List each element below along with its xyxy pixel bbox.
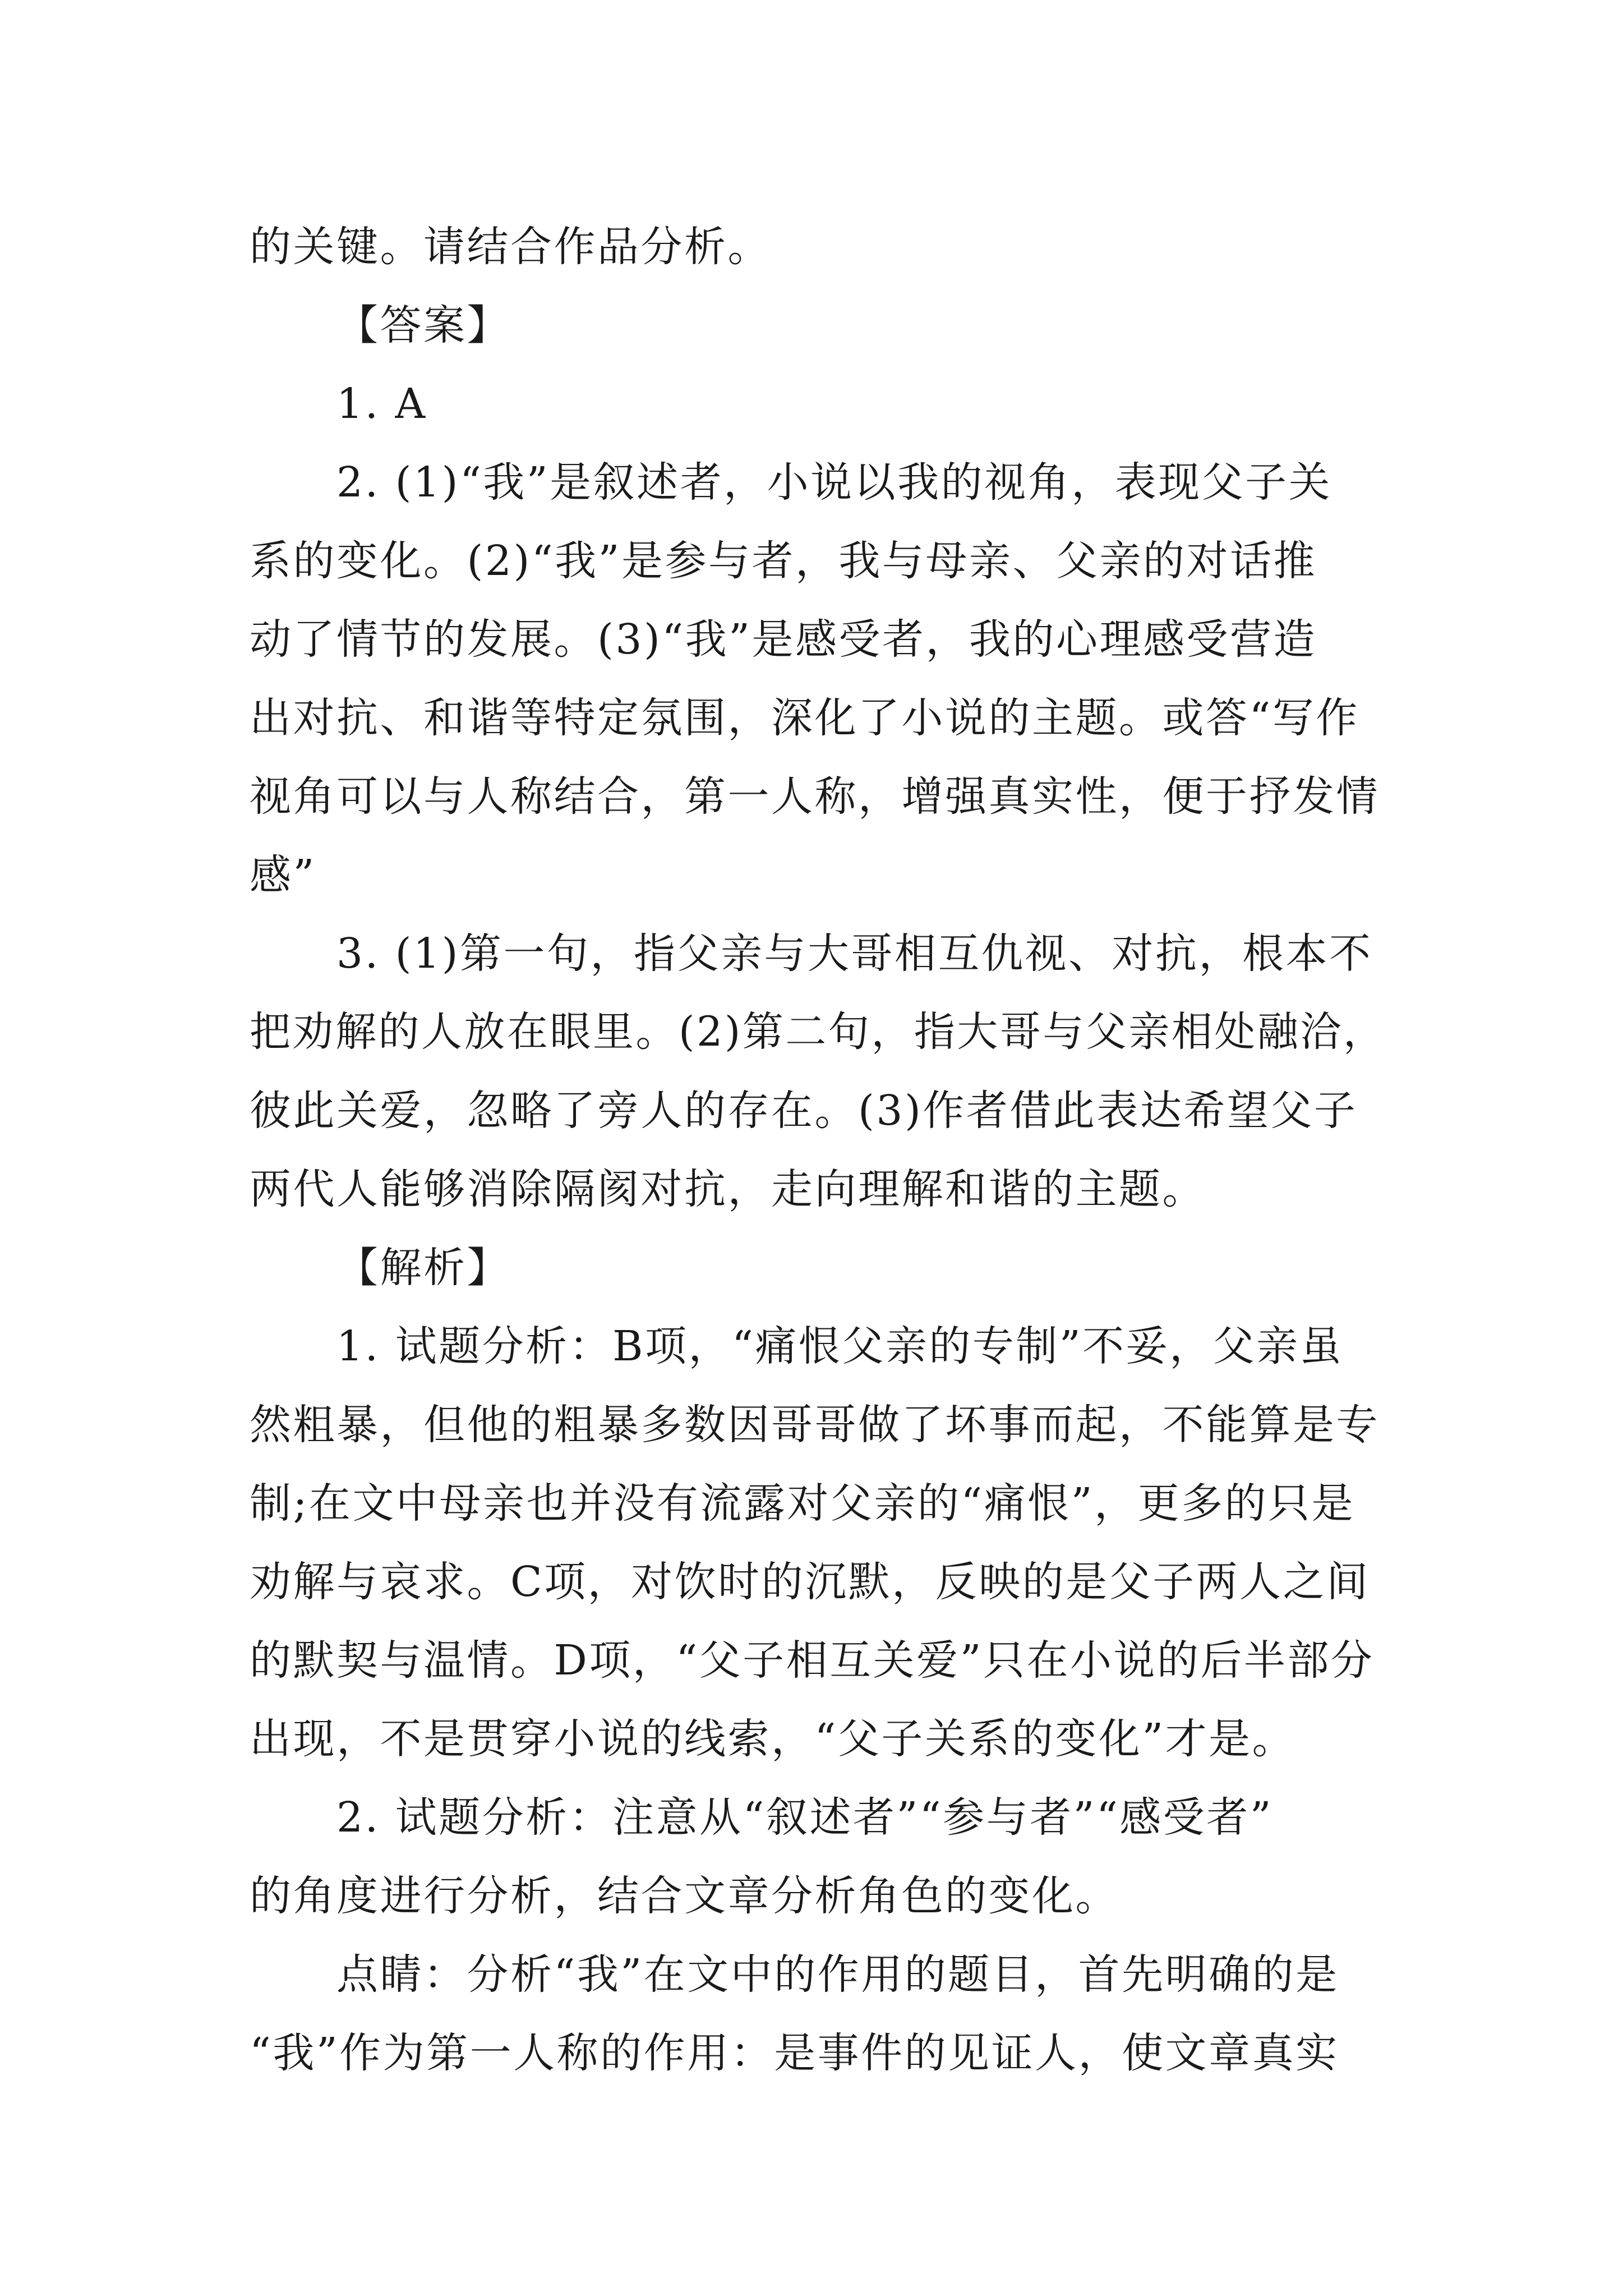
answer-heading: 【答案】 [336, 301, 510, 349]
text-line: 3. (1)第一句，指父亲与大哥相互仇视、对抗，根本不 [336, 930, 1373, 978]
text-line: 出现，不是贯穿小说的线索，“父子关系的变化”才是。 [250, 1715, 1296, 1763]
text-line: 的默契与温情。D项，“父子相互关爱”只在小说的后半部分 [250, 1636, 1375, 1685]
text-line: 点睛：分析“我”在文中的作用的题目，首先明确的是 [336, 1950, 1339, 1999]
text-line: 2. (1)“我”是叙述者，小说以我的视角，表现父子关 [336, 458, 1332, 507]
analysis-heading: 【解析】 [336, 1244, 510, 1292]
text-line: 两代人能够消除隔阂对抗，走向理解和谐的主题。 [250, 1165, 1206, 1213]
text-line: 系的变化。(2)“我”是参与者，我与母亲、父亲的对话推 [250, 537, 1317, 585]
text-line: 感” [250, 851, 316, 899]
text-line: 2. 试题分析：注意从“叙述者”“参与者”“感受者” [336, 1793, 1274, 1842]
text-line: “我”作为第一人称的作用：是事件的见证人，使文章真实 [250, 2029, 1339, 2077]
text-line: 然粗暴，但他的粗暴多数因哥哥做了坏事而起，不能算是专 [250, 1401, 1380, 1449]
text-line: 1. A [336, 380, 427, 428]
text-line: 出对抗、和谐等特定氛围，深化了小说的主题。或答“写作 [250, 694, 1359, 742]
text-line: 动了情节的发展。(3)“我”是感受者，我的心理感受营造 [250, 615, 1317, 664]
text-line: 视角可以与人称结合，第一人称，增强真实性，便于抒发情 [250, 772, 1380, 821]
text-line: 把劝解的人放在眼里。(2)第二句，指大哥与父亲相处融洽， [250, 1008, 1386, 1056]
text-line: 彼此关爱，忽略了旁人的存在。(3)作者借此表达希望父子 [250, 1087, 1358, 1135]
text-line: 劝解与哀求。C项，对饮时的沉默，反映的是父子两人之间 [250, 1558, 1370, 1606]
text-line: 1. 试题分析：B项，“痛恨父亲的专制”不妥，父亲虽 [336, 1322, 1344, 1370]
text-line: 的关键。请结合作品分析。 [250, 223, 771, 271]
text-line: 的角度进行分析，结合文章分析角色的变化。 [250, 1872, 1119, 1920]
text-line: 制;在文中母亲也并没有流露对父亲的“痛恨”，更多的只是 [250, 1479, 1355, 1527]
